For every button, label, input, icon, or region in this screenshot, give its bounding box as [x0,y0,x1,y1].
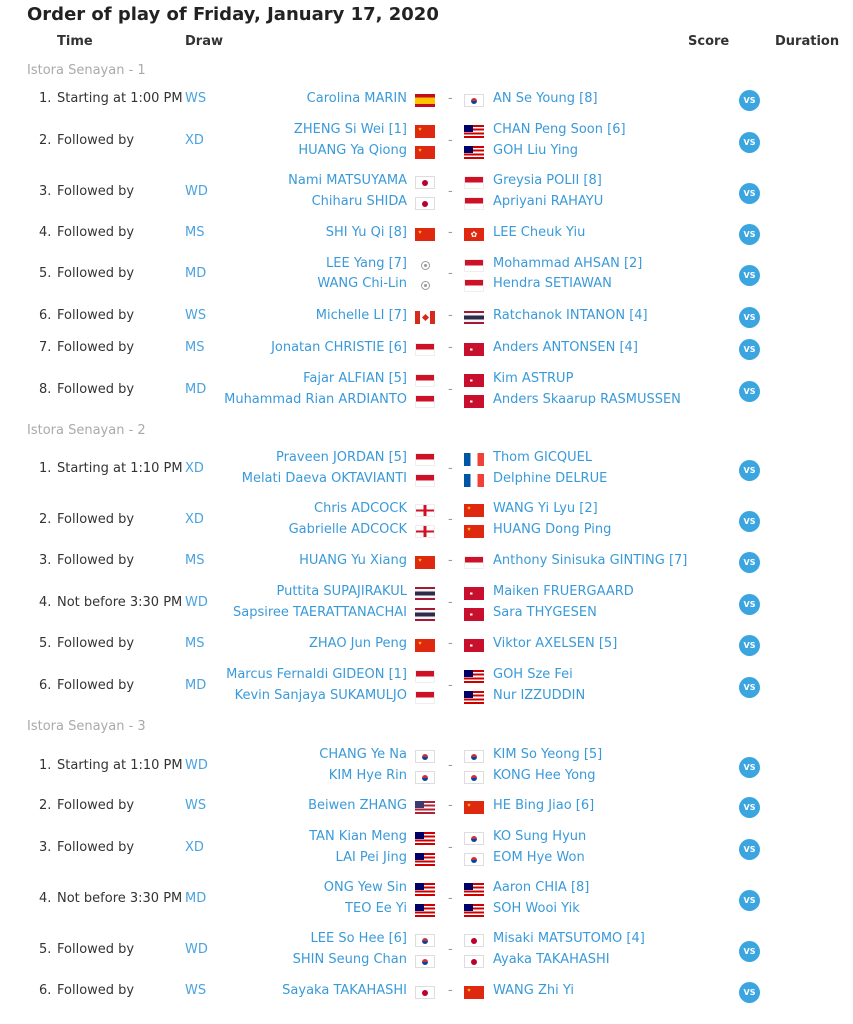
vs-icon[interactable]: VS [739,307,760,328]
player-name[interactable]: Michelle LI [7] [315,308,407,323]
japan-flag-icon [415,176,435,189]
vs-icon[interactable]: VS [739,265,760,286]
match-time: Followed by [57,183,135,199]
thailand-flag-icon [415,587,435,600]
player-name[interactable]: HUANG Yu Xiang [299,553,407,568]
player-name[interactable]: Kim ASTRUP [493,371,574,386]
match-time: Followed by [57,132,135,148]
match-time: Followed by [57,225,135,240]
vs-icon[interactable]: VS [739,982,760,1003]
player-name[interactable]: ZHENG Si Wei [1] [293,122,407,137]
spain-flag-icon [415,94,435,107]
denmark-flag-icon [464,374,484,387]
versus-dash: - [448,266,453,281]
indonesia-flag-icon [415,670,435,683]
japan-flag-icon [415,986,435,999]
player-name[interactable]: Anders ANTONSEN [4] [493,340,638,355]
match-time: Starting at 1:00 PM [57,91,183,106]
england-flag-icon [415,525,435,538]
vs-icon[interactable]: VS [739,890,760,911]
player-name[interactable]: Ratchanok INTANON [4] [493,308,648,323]
taipei-flag-icon [415,279,435,292]
match-time: Followed by [57,340,135,355]
malaysia-flag-icon [464,670,484,683]
column-header-time: Time [57,34,93,49]
china-flag-icon [415,228,435,241]
player-name[interactable]: Melati Daeva OKTAVIANTI [241,471,407,486]
versus-dash: - [448,983,453,998]
player-name[interactable]: SOH Wooi Yik [493,901,580,916]
match-number: 2. [39,132,52,148]
player-name[interactable]: Maiken FRUERGAARD [493,584,634,599]
china-flag-icon [415,639,435,652]
player-name[interactable]: WANG Zhi Yi [493,983,574,998]
korea-flag-icon [415,771,435,784]
player-name[interactable]: EOM Hye Won [493,850,585,865]
player-name[interactable]: Jonatan CHRISTIE [6] [271,340,407,355]
draw-event[interactable]: WS [185,983,207,998]
player-name[interactable]: Aaron CHIA [8] [493,880,590,895]
draw-event[interactable]: WD [185,594,208,610]
vs-icon[interactable]: VS [739,635,760,656]
match-time: Starting at 1:10 PM [57,460,183,476]
player-name[interactable]: ZHAO Jun Peng [308,636,407,651]
match-number: 8. [39,381,52,397]
player-name[interactable]: HUANG Dong Ping [493,522,612,537]
player-name[interactable]: GOH Liu Ying [493,143,579,158]
player-name[interactable]: Mohammad AHSAN [2] [493,256,643,271]
player-name[interactable]: Gabrielle ADCOCK [288,522,407,537]
vs-icon[interactable]: VS [739,552,760,573]
player-name[interactable]: Nami MATSUYAMA [288,173,407,188]
match-number: 4. [39,225,52,240]
vs-icon[interactable]: VS [739,757,760,778]
malaysia-flag-icon [415,853,435,866]
column-header-score: Score [688,34,730,49]
player-name[interactable]: Carolina MARIN [306,91,407,106]
venue-heading: Istora Senayan - 1 [27,63,146,78]
vs-icon[interactable]: VS [739,132,760,153]
versus-dash: - [448,636,453,651]
versus-dash: - [448,225,453,240]
player-name[interactable]: Muhammad Rian ARDIANTO [224,392,407,407]
versus-dash: - [448,183,453,199]
draw-event[interactable]: MS [185,636,205,651]
match-number: 3. [39,553,52,568]
vs-icon[interactable]: VS [739,183,760,204]
venue-heading: Istora Senayan - 2 [27,423,146,438]
player-name[interactable]: Sara THYGESEN [493,605,597,620]
player-name[interactable]: Praveen JORDAN [5] [275,450,407,465]
hongkong-flag-icon: ✿ [464,228,484,241]
player-name[interactable]: TAN Kian Meng [309,829,407,844]
match-time: Followed by [57,677,135,693]
match-time: Followed by [57,839,135,855]
malaysia-flag-icon [464,691,484,704]
draw-event[interactable]: MD [185,381,207,397]
match-number: 1. [39,460,52,476]
korea-flag-icon [415,750,435,763]
draw-event[interactable]: WS [185,798,207,813]
player-name[interactable]: Hendra SETIAWAN [493,276,612,291]
thailand-flag-icon [464,311,484,324]
match-number: 5. [39,941,52,957]
column-header-duration: Duration [775,34,840,49]
player-name[interactable]: TEO Ee Yi [345,901,407,916]
match-time: Not before 3:30 PM [57,890,183,906]
malaysia-flag-icon [415,832,435,845]
indonesia-flag-icon [415,395,435,408]
player-name[interactable]: LEE So Hee [6] [310,931,407,946]
versus-dash: - [448,340,453,355]
vs-icon[interactable]: VS [739,460,760,481]
vs-icon[interactable]: VS [739,381,760,402]
player-name[interactable]: Delphine DELRUE [493,471,608,486]
player-name[interactable]: Thom GICQUEL [493,450,593,465]
japan-flag-icon [464,955,484,968]
player-name[interactable]: Sapsiree TAERATTANACHAI [233,605,407,620]
korea-flag-icon [464,94,484,107]
china-flag-icon [415,146,435,159]
versus-dash: - [448,798,453,813]
draw-event[interactable]: XD [185,511,204,527]
match-number: 4. [39,594,52,610]
versus-dash: - [448,594,453,610]
player-name[interactable]: ONG Yew Sin [323,880,407,895]
match-time: Followed by [57,511,135,527]
versus-dash: - [448,132,453,148]
china-flag-icon [464,801,484,814]
player-name[interactable]: LEE Yang [7] [326,256,407,271]
denmark-flag-icon [464,639,484,652]
vs-icon[interactable]: VS [739,839,760,860]
indonesia-flag-icon [415,343,435,356]
france-flag-icon [464,474,484,487]
match-number: 6. [39,308,52,323]
denmark-flag-icon [464,395,484,408]
versus-dash: - [448,757,453,773]
indonesia-flag-icon [464,197,484,210]
player-name[interactable]: KONG Hee Yong [493,768,596,783]
malaysia-flag-icon [464,146,484,159]
match-time: Starting at 1:10 PM [57,757,183,773]
match-number: 2. [39,511,52,527]
player-name[interactable]: CHAN Peng Soon [6] [493,122,626,137]
versus-dash: - [448,91,453,106]
versus-dash: - [448,460,453,476]
draw-event[interactable]: XD [185,839,204,855]
korea-flag-icon [464,750,484,763]
column-header-draw: Draw [185,34,223,49]
draw-event[interactable]: WD [185,757,208,773]
denmark-flag-icon [464,608,484,621]
player-name[interactable]: HE Bing Jiao [6] [493,798,595,813]
draw-event[interactable]: MS [185,225,205,240]
versus-dash: - [448,839,453,855]
player-name[interactable]: Greysia POLII [8] [493,173,602,188]
japan-flag-icon [415,197,435,210]
match-time: Followed by [57,381,135,397]
match-number: 5. [39,266,52,281]
player-name[interactable]: KIM Hye Rin [328,768,407,783]
indonesia-flag-icon [464,279,484,292]
player-name[interactable]: Kevin Sanjaya SUKAMULJO [234,688,407,703]
match-time: Followed by [57,636,135,651]
versus-dash: - [448,677,453,693]
korea-flag-icon [464,771,484,784]
player-name[interactable]: SHI Yu Qi [8] [325,225,407,240]
draw-event[interactable]: WD [185,183,208,199]
malaysia-flag-icon [415,883,435,896]
player-name[interactable]: Anders Skaarup RASMUSSEN [493,392,681,407]
vs-icon[interactable]: VS [739,90,760,111]
korea-flag-icon [415,934,435,947]
match-number: 2. [39,798,52,813]
indonesia-flag-icon [464,556,484,569]
match-time: Followed by [57,798,135,813]
match-number: 7. [39,340,52,355]
vs-icon[interactable]: VS [739,797,760,818]
vs-icon[interactable]: VS [739,224,760,245]
player-name[interactable]: Sayaka TAKAHASHI [282,983,407,998]
player-name[interactable]: Chiharu SHIDA [311,194,407,209]
korea-flag-icon [464,853,484,866]
match-time: Followed by [57,983,135,998]
player-name[interactable]: Nur IZZUDDIN [493,688,586,703]
indonesia-flag-icon [464,259,484,272]
indonesia-flag-icon [415,691,435,704]
player-name[interactable]: LEE Cheuk Yiu [493,225,586,240]
match-time: Followed by [57,941,135,957]
match-number: 1. [39,91,52,106]
match-time: Followed by [57,553,135,568]
vs-icon[interactable]: VS [739,941,760,962]
china-flag-icon [464,504,484,517]
player-name[interactable]: Chris ADCOCK [314,501,407,516]
china-flag-icon [415,556,435,569]
player-name[interactable]: LAI Pei Jing [335,850,407,865]
player-name[interactable]: CHANG Ye Na [319,747,407,762]
versus-dash: - [448,381,453,397]
korea-flag-icon [415,955,435,968]
draw-event[interactable]: MS [185,553,205,568]
player-name[interactable]: Puttita SUPAJIRAKUL [276,584,407,599]
indonesia-flag-icon [415,453,435,466]
france-flag-icon [464,453,484,466]
player-name[interactable]: HUANG Ya Qiong [298,143,407,158]
player-name[interactable]: WANG Chi-Lin [317,276,407,291]
draw-event[interactable]: WS [185,308,207,323]
vs-icon[interactable]: VS [739,339,760,360]
malaysia-flag-icon [464,904,484,917]
player-name[interactable]: SHIN Seung Chan [292,952,407,967]
malaysia-flag-icon [464,125,484,138]
vs-icon[interactable]: VS [739,511,760,532]
match-number: 6. [39,983,52,998]
usa-flag-icon [415,801,435,814]
draw-event[interactable]: MD [185,266,207,281]
player-name[interactable]: Fajar ALFIAN [5] [303,371,407,386]
player-name[interactable]: AN Se Young [8] [493,91,598,106]
match-number: 1. [39,757,52,773]
player-name[interactable]: KO Sung Hyun [493,829,587,844]
match-time: Not before 3:30 PM [57,594,183,610]
versus-dash: - [448,553,453,568]
venue-heading: Istora Senayan - 3 [27,719,146,734]
player-name[interactable]: Viktor AXELSEN [5] [493,636,618,651]
match-number: 3. [39,839,52,855]
vs-icon[interactable]: VS [739,594,760,615]
match-number: 6. [39,677,52,693]
draw-event[interactable]: MS [185,340,205,355]
player-name[interactable]: WANG Yi Lyu [2] [493,501,598,516]
match-number: 3. [39,183,52,199]
match-time: Followed by [57,266,135,281]
indonesia-flag-icon [415,374,435,387]
match-time: Followed by [57,308,135,323]
versus-dash: - [448,308,453,323]
indonesia-flag-icon [464,176,484,189]
player-name[interactable]: KIM So Yeong [5] [493,747,603,762]
versus-dash: - [448,890,453,906]
denmark-flag-icon [464,343,484,356]
match-number: 5. [39,636,52,651]
page-title: Order of play of Friday, January 17, 2020 [27,4,439,25]
player-name[interactable]: Marcus Fernaldi GIDEON [1] [226,667,407,682]
draw-event[interactable]: WS [185,91,207,106]
versus-dash: - [448,511,453,527]
draw-event[interactable]: XD [185,460,204,476]
match-number: 4. [39,890,52,906]
draw-event[interactable]: MD [185,677,207,693]
versus-dash: - [448,941,453,957]
player-name[interactable]: Apriyani RAHAYU [493,194,604,209]
player-name[interactable]: GOH Sze Fei [493,667,573,682]
china-flag-icon [415,125,435,138]
korea-flag-icon [464,832,484,845]
japan-flag-icon [464,934,484,947]
player-name[interactable]: Ayaka TAKAHASHI [493,952,610,967]
player-name[interactable]: Anthony Sinisuka GINTING [7] [493,553,688,568]
china-flag-icon [464,986,484,999]
draw-event[interactable]: WD [185,941,208,957]
denmark-flag-icon [464,587,484,600]
player-name[interactable]: Beiwen ZHANG [308,798,407,813]
canada-flag-icon [415,311,435,324]
player-name[interactable]: Misaki MATSUTOMO [4] [493,931,645,946]
malaysia-flag-icon [415,904,435,917]
indonesia-flag-icon [415,474,435,487]
taipei-flag-icon [415,259,435,272]
draw-event[interactable]: MD [185,890,207,906]
vs-icon[interactable]: VS [739,677,760,698]
china-flag-icon [464,525,484,538]
draw-event[interactable]: XD [185,132,204,148]
thailand-flag-icon [415,608,435,621]
malaysia-flag-icon [464,883,484,896]
england-flag-icon [415,504,435,517]
